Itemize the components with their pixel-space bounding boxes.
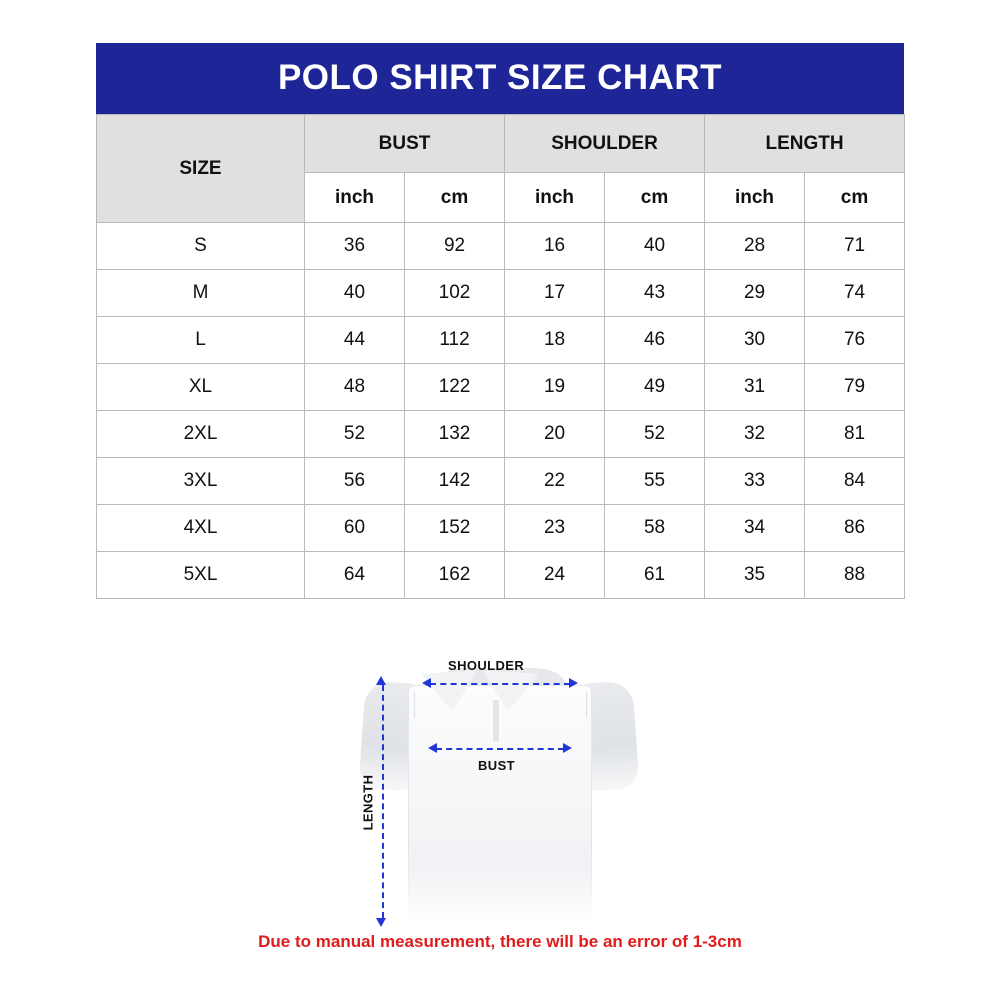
cell-shoulder-cm: 49 — [605, 364, 705, 411]
table-row — [97, 552, 905, 599]
cell-bust-cm: 142 — [405, 458, 505, 505]
bust-guide-arrow-right-icon — [563, 743, 572, 753]
cell-length-cm: 76 — [805, 317, 905, 364]
cell-shoulder-cm: 40 — [605, 223, 705, 270]
table-row — [97, 458, 905, 505]
table-row — [97, 270, 905, 317]
shoulder-guide-line — [430, 683, 570, 685]
column-header-size: SIZE — [97, 115, 305, 223]
measurement-disclaimer: Due to manual measurement, there will be an error of 1-3cm — [258, 932, 742, 951]
cell-shoulder-inch: 16 — [505, 223, 605, 270]
table-row — [97, 364, 905, 411]
cell-shoulder-inch: 19 — [505, 364, 605, 411]
size-chart-table — [96, 114, 905, 599]
cell-shoulder-inch: 20 — [505, 411, 605, 458]
shoulder-guide-arrow-left-icon — [422, 678, 431, 688]
unit-length-inch: inch — [705, 173, 805, 223]
polo-shirt-illustration — [330, 630, 670, 930]
cell-length-inch: 29 — [705, 270, 805, 317]
bust-measure-label: BUST — [478, 758, 515, 773]
unit-shoulder-cm: cm — [605, 173, 705, 223]
cell-bust-inch: 44 — [305, 317, 405, 364]
cell-length-inch: 32 — [705, 411, 805, 458]
cell-shoulder-inch: 17 — [505, 270, 605, 317]
shirt-shoulder-seam-left-icon — [414, 692, 415, 718]
table-row — [97, 411, 905, 458]
cell-shoulder-cm: 43 — [605, 270, 705, 317]
size-chart-card — [96, 43, 904, 599]
cell-shoulder-cm: 61 — [605, 552, 705, 599]
cell-size: L — [97, 317, 305, 364]
cell-bust-inch: 40 — [305, 270, 405, 317]
cell-length-inch: 31 — [705, 364, 805, 411]
table-header-row — [97, 115, 905, 173]
cell-length-cm: 71 — [805, 223, 905, 270]
cell-shoulder-inch: 24 — [505, 552, 605, 599]
cell-length-cm: 88 — [805, 552, 905, 599]
cell-bust-cm: 92 — [405, 223, 505, 270]
length-measure-label: LENGTH — [360, 774, 376, 831]
cell-size: 2XL — [97, 411, 305, 458]
cell-bust-cm: 132 — [405, 411, 505, 458]
cell-size: 4XL — [97, 505, 305, 552]
cell-bust-inch: 48 — [305, 364, 405, 411]
unit-shoulder-inch: inch — [505, 173, 605, 223]
cell-bust-inch: 36 — [305, 223, 405, 270]
cell-bust-cm: 122 — [405, 364, 505, 411]
bust-guide-arrow-left-icon — [428, 743, 437, 753]
cell-size: 5XL — [97, 552, 305, 599]
shirt-body-icon — [408, 685, 592, 925]
cell-bust-cm: 112 — [405, 317, 505, 364]
cell-bust-inch: 64 — [305, 552, 405, 599]
bust-guide-line — [436, 748, 564, 750]
cell-size: S — [97, 223, 305, 270]
cell-size: 3XL — [97, 458, 305, 505]
unit-bust-inch: inch — [305, 173, 405, 223]
shirt-placket-icon — [493, 700, 499, 742]
cell-shoulder-cm: 52 — [605, 411, 705, 458]
table-row — [97, 223, 905, 270]
length-guide-line — [382, 685, 384, 918]
table-row — [97, 317, 905, 364]
unit-length-cm: cm — [805, 173, 905, 223]
unit-bust-cm: cm — [405, 173, 505, 223]
cell-length-cm: 79 — [805, 364, 905, 411]
cell-length-inch: 35 — [705, 552, 805, 599]
table-row — [97, 505, 905, 552]
shoulder-measure-label: SHOULDER — [448, 658, 525, 673]
column-header-length: LENGTH — [705, 115, 905, 173]
page-title: POLO SHIRT SIZE CHART — [96, 43, 904, 114]
cell-bust-inch: 56 — [305, 458, 405, 505]
cell-shoulder-cm: 58 — [605, 505, 705, 552]
cell-bust-inch: 60 — [305, 505, 405, 552]
cell-bust-cm: 102 — [405, 270, 505, 317]
cell-length-cm: 84 — [805, 458, 905, 505]
cell-shoulder-cm: 46 — [605, 317, 705, 364]
cell-size: XL — [97, 364, 305, 411]
cell-length-inch: 33 — [705, 458, 805, 505]
length-guide-arrow-down-icon — [376, 918, 386, 927]
cell-length-inch: 30 — [705, 317, 805, 364]
column-header-bust: BUST — [305, 115, 505, 173]
length-guide-arrow-up-icon — [376, 676, 386, 685]
cell-length-cm: 81 — [805, 411, 905, 458]
cell-length-cm: 74 — [805, 270, 905, 317]
cell-length-inch: 34 — [705, 505, 805, 552]
cell-shoulder-cm: 55 — [605, 458, 705, 505]
cell-shoulder-inch: 22 — [505, 458, 605, 505]
shirt-shoulder-seam-right-icon — [586, 692, 587, 718]
cell-shoulder-inch: 23 — [505, 505, 605, 552]
cell-bust-cm: 162 — [405, 552, 505, 599]
cell-length-inch: 28 — [705, 223, 805, 270]
cell-bust-cm: 152 — [405, 505, 505, 552]
shoulder-guide-arrow-right-icon — [569, 678, 578, 688]
cell-size: M — [97, 270, 305, 317]
cell-shoulder-inch: 18 — [505, 317, 605, 364]
column-header-shoulder: SHOULDER — [505, 115, 705, 173]
cell-bust-inch: 52 — [305, 411, 405, 458]
cell-length-cm: 86 — [805, 505, 905, 552]
